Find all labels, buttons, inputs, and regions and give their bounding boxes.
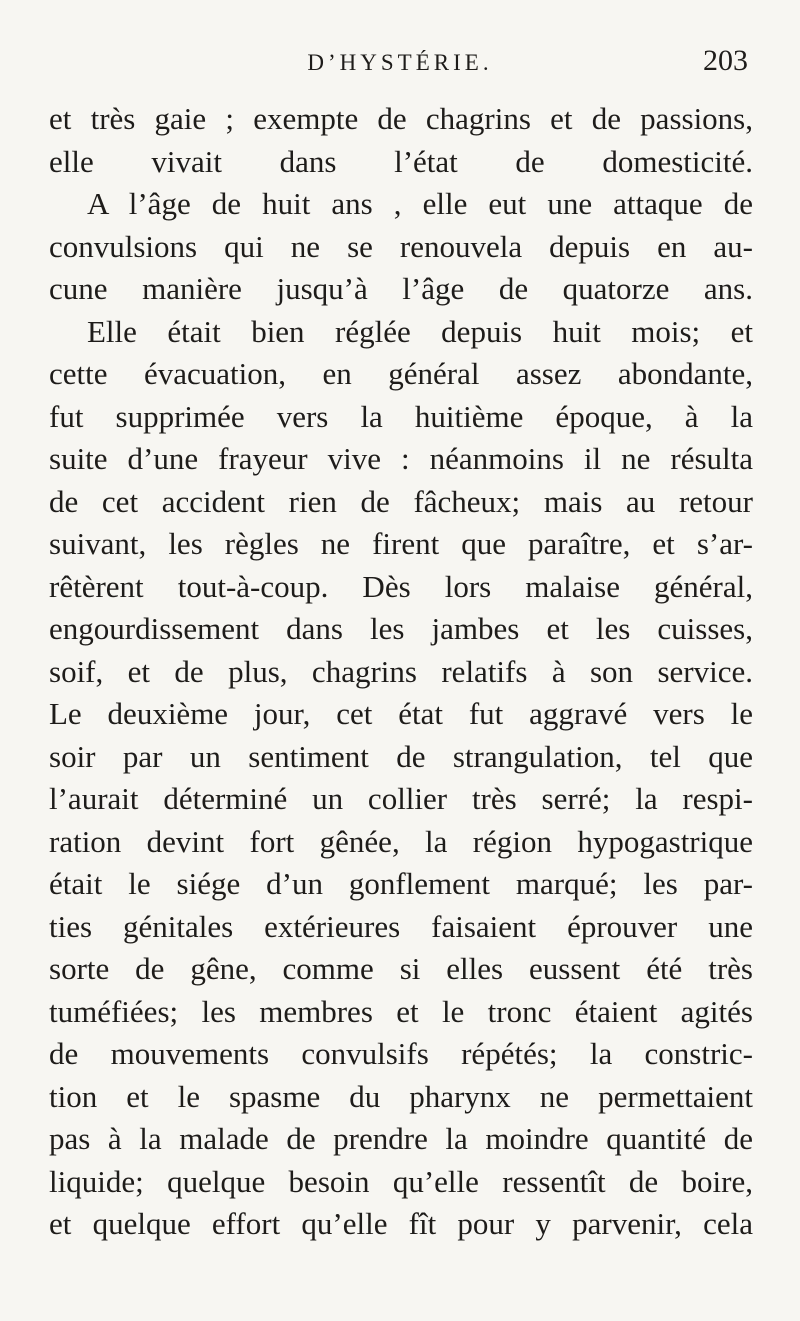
text-line: fut supprimée vers la huitième époque, à la — [49, 398, 753, 434]
text-line: l’aurait déterminé un collier très serré; la respi- — [49, 781, 753, 816]
text-line: elle vivait dans l’état de domesticité. — [49, 143, 753, 179]
page-number: 203 — [703, 44, 748, 77]
text-line: ties génitales extérieures faisaient éprouver une — [49, 908, 753, 944]
text-line: et très gaie ; exempte de chagrins et de passions, — [49, 101, 753, 136]
text-line: pas à la malade de prendre la moindre quantité de — [49, 1121, 753, 1156]
text-line: engourdissement dans les jambes et les cuisses, — [49, 611, 753, 646]
text-line: Le deuxième jour, cet état fut aggravé vers le — [49, 696, 753, 731]
text-line: A l’âge de huit ans , elle eut une attaque de — [87, 186, 753, 221]
text-line: soif, et de plus, chagrins relatifs à son service. — [49, 653, 753, 689]
text-line: était le siége d’un gonflement marqué; les par- — [49, 866, 753, 901]
text-line: suivant, les règles ne firent que paraître, et s’ar- — [49, 526, 753, 561]
text-line: de cet accident rien de fâcheux; mais au retour — [49, 483, 753, 519]
text-line: Elle était bien réglée depuis huit mois; et — [87, 313, 753, 349]
text-line: tion et le spasme du pharynx ne permettaient — [49, 1078, 753, 1114]
text-line: convulsions qui ne se renouvela depuis en au- — [49, 228, 753, 264]
text-line: sorte de gêne, comme si elles eussent été très — [49, 951, 753, 986]
text-line: cette évacuation, en général assez abondante, — [49, 356, 753, 391]
text-line: soir par un sentiment de strangulation, tel que — [49, 738, 753, 774]
text-line: rêtèrent tout-à-coup. Dès lors malaise général, — [49, 568, 753, 604]
text-line: et quelque effort qu’elle fît pour y parvenir, cela — [49, 1206, 753, 1241]
text-line: ration devint fort gênée, la région hypogastrique — [49, 823, 753, 859]
body-text — [49, 98, 753, 1246]
running-title: D’HYSTÉRIE. — [307, 50, 493, 75]
text-line: suite d’une frayeur vive : néanmoins il ne résulta — [49, 441, 753, 476]
page-header — [48, 44, 752, 84]
text-line: cune manière jusqu’à l’âge de quatorze ans. — [49, 271, 753, 306]
text-line: liquide; quelque besoin qu’elle ressentît de boire, — [49, 1163, 753, 1199]
text-line: de mouvements convulsifs répétés; la constric- — [49, 1036, 753, 1071]
text-line: tuméfiées; les membres et le tronc étaient agités — [49, 993, 753, 1029]
